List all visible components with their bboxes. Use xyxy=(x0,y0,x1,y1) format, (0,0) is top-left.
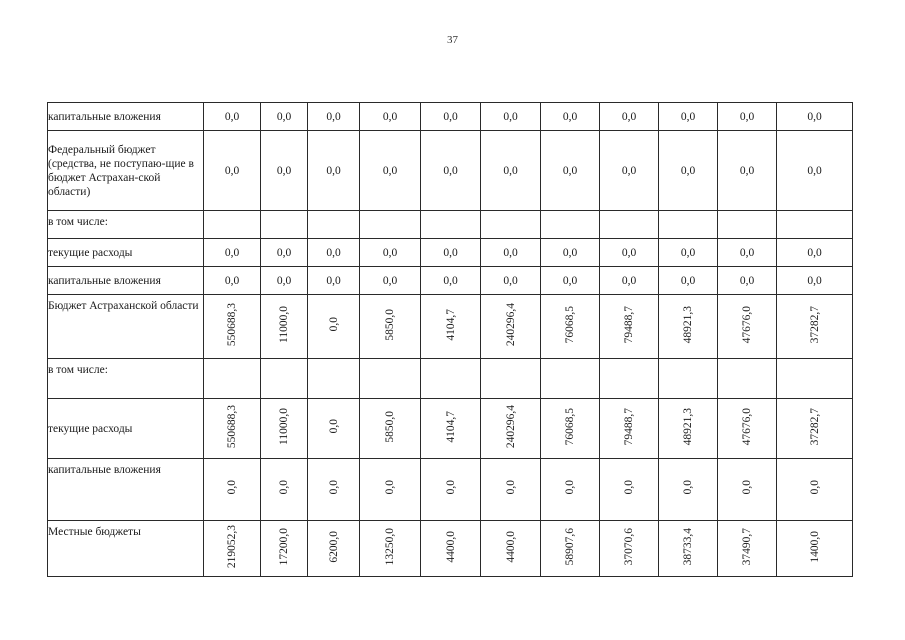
value-cell xyxy=(360,521,421,577)
value-cell xyxy=(481,399,541,459)
table-row xyxy=(48,211,853,239)
value-cell: 0,0 xyxy=(360,239,421,267)
value-cell xyxy=(777,295,853,359)
value-cell: 0,0 xyxy=(718,131,777,211)
value-text: 37490,7 xyxy=(741,527,753,566)
value-cell: 0,0 xyxy=(718,239,777,267)
value-text: 37070,6 xyxy=(623,527,635,566)
value-text: 11000,0 xyxy=(278,306,290,343)
value-cell: 0,0 xyxy=(718,267,777,295)
value-text: 0,0 xyxy=(384,480,396,495)
value-cell xyxy=(600,295,659,359)
value-cell: 0,0 xyxy=(777,239,853,267)
value-cell: 0,0 xyxy=(204,239,261,267)
empty-cell xyxy=(718,359,777,399)
value-text: 37282,7 xyxy=(808,407,821,446)
value-text: 6200,0 xyxy=(327,530,340,563)
value-text: 47676,0 xyxy=(741,407,753,446)
value-cell xyxy=(421,459,481,521)
value-cell xyxy=(204,295,261,359)
value-text: 0,0 xyxy=(682,480,694,495)
table-row xyxy=(48,399,853,459)
value-text: 550688,3 xyxy=(226,302,238,347)
value-cell: 0,0 xyxy=(718,103,777,131)
empty-cell xyxy=(659,359,718,399)
empty-cell xyxy=(360,211,421,239)
value-cell: 0,0 xyxy=(659,131,718,211)
row-label: капитальные вложения xyxy=(48,459,204,521)
value-cell: 0,0 xyxy=(600,267,659,295)
table-row xyxy=(48,103,853,131)
value-cell: 0,0 xyxy=(308,267,360,295)
value-cell xyxy=(421,295,481,359)
value-text: 38733,4 xyxy=(682,527,694,566)
value-cell: 0,0 xyxy=(204,267,261,295)
value-text: 0,0 xyxy=(564,480,576,495)
value-cell: 0,0 xyxy=(421,131,481,211)
value-cell: 0,0 xyxy=(261,103,308,131)
value-text: 76068,5 xyxy=(564,305,576,344)
empty-cell xyxy=(421,211,481,239)
value-cell: 0,0 xyxy=(360,267,421,295)
value-text: 219052,3 xyxy=(226,524,238,569)
value-cell: 0,0 xyxy=(541,267,600,295)
value-cell: 0,0 xyxy=(261,267,308,295)
value-cell xyxy=(777,399,853,459)
value-text: 4104,7 xyxy=(444,410,457,443)
value-text: 0,0 xyxy=(327,480,340,495)
value-cell xyxy=(600,399,659,459)
value-text: 48921,3 xyxy=(682,407,694,446)
value-cell xyxy=(659,399,718,459)
value-cell xyxy=(308,521,360,577)
value-cell xyxy=(360,399,421,459)
row-label: в том числе: xyxy=(48,211,204,239)
value-cell xyxy=(777,521,853,577)
table-row xyxy=(48,459,853,521)
empty-cell xyxy=(600,211,659,239)
value-text: 5850,0 xyxy=(384,308,396,341)
value-text: 37282,7 xyxy=(808,305,821,344)
value-cell xyxy=(777,459,853,521)
value-cell: 0,0 xyxy=(777,103,853,131)
value-cell xyxy=(421,521,481,577)
value-cell: 0,0 xyxy=(481,267,541,295)
value-cell: 0,0 xyxy=(308,103,360,131)
empty-cell xyxy=(204,359,261,399)
value-cell xyxy=(308,399,360,459)
value-text: 5850,0 xyxy=(384,410,396,443)
table-row xyxy=(48,295,853,359)
value-cell xyxy=(541,459,600,521)
value-text: 76068,5 xyxy=(564,407,576,446)
value-cell xyxy=(659,521,718,577)
value-cell xyxy=(421,399,481,459)
row-label: текущие расходы xyxy=(48,239,204,267)
value-cell: 0,0 xyxy=(421,239,481,267)
value-text: 17200,0 xyxy=(278,527,290,566)
table-row xyxy=(48,239,853,267)
value-text: 0,0 xyxy=(278,480,290,495)
page-number: 37 xyxy=(447,34,458,46)
row-label: в том числе: xyxy=(48,359,204,399)
value-text: 550688,3 xyxy=(226,404,238,449)
empty-cell xyxy=(308,211,360,239)
table-row xyxy=(48,131,853,211)
value-text: 0,0 xyxy=(741,480,753,495)
value-cell xyxy=(261,295,308,359)
value-cell: 0,0 xyxy=(659,103,718,131)
value-cell xyxy=(261,399,308,459)
value-cell xyxy=(718,399,777,459)
empty-cell xyxy=(261,359,308,399)
value-cell xyxy=(481,459,541,521)
empty-cell xyxy=(481,359,541,399)
empty-cell xyxy=(204,211,261,239)
empty-cell xyxy=(261,211,308,239)
value-cell: 0,0 xyxy=(541,131,600,211)
value-cell xyxy=(718,459,777,521)
value-cell xyxy=(360,295,421,359)
value-cell: 0,0 xyxy=(204,131,261,211)
value-text: 4104,7 xyxy=(444,308,457,341)
empty-cell xyxy=(600,359,659,399)
value-cell: 0,0 xyxy=(600,239,659,267)
value-cell: 0,0 xyxy=(261,239,308,267)
value-cell xyxy=(659,295,718,359)
table-row xyxy=(48,521,853,577)
value-cell xyxy=(600,459,659,521)
empty-cell xyxy=(421,359,481,399)
value-text: 11000,0 xyxy=(278,408,290,445)
row-label: Местные бюджеты xyxy=(48,521,204,577)
table-row xyxy=(48,359,853,399)
value-cell xyxy=(481,521,541,577)
value-cell: 0,0 xyxy=(600,131,659,211)
value-text: 79488,7 xyxy=(623,407,635,446)
empty-cell xyxy=(308,359,360,399)
value-text: 0,0 xyxy=(808,480,821,495)
value-cell xyxy=(600,521,659,577)
value-text: 0,0 xyxy=(327,419,340,434)
value-text: 58907,6 xyxy=(564,527,576,566)
empty-cell xyxy=(481,211,541,239)
value-cell xyxy=(204,521,261,577)
value-cell xyxy=(718,521,777,577)
value-cell: 0,0 xyxy=(481,239,541,267)
value-cell: 0,0 xyxy=(308,239,360,267)
empty-cell xyxy=(541,359,600,399)
value-cell: 0,0 xyxy=(777,267,853,295)
value-cell: 0,0 xyxy=(600,103,659,131)
value-text: 1400,0 xyxy=(808,530,821,563)
value-cell xyxy=(481,295,541,359)
value-cell xyxy=(659,459,718,521)
value-cell: 0,0 xyxy=(261,131,308,211)
row-label: капитальные вложения xyxy=(48,103,204,131)
value-cell: 0,0 xyxy=(360,103,421,131)
value-cell xyxy=(261,521,308,577)
value-text: 0,0 xyxy=(226,480,238,495)
value-text: 48921,3 xyxy=(682,305,694,344)
row-label: Федеральный бюджет (средства, не поступаю-щие в бюджет Астрахан-ской области) xyxy=(48,131,204,211)
value-cell xyxy=(541,521,600,577)
value-cell: 0,0 xyxy=(481,103,541,131)
value-cell xyxy=(204,459,261,521)
value-text: 0,0 xyxy=(327,317,340,332)
value-text: 13250,0 xyxy=(384,527,396,566)
value-cell xyxy=(360,459,421,521)
value-cell xyxy=(308,459,360,521)
value-cell: 0,0 xyxy=(541,239,600,267)
value-cell xyxy=(718,295,777,359)
value-cell: 0,0 xyxy=(659,267,718,295)
empty-cell xyxy=(360,359,421,399)
row-label: капитальные вложения xyxy=(48,267,204,295)
value-text: 240296,4 xyxy=(504,302,517,347)
value-text: 47676,0 xyxy=(741,305,753,344)
value-cell: 0,0 xyxy=(308,131,360,211)
empty-cell xyxy=(541,211,600,239)
empty-cell xyxy=(659,211,718,239)
value-cell xyxy=(308,295,360,359)
value-cell: 0,0 xyxy=(659,239,718,267)
value-cell: 0,0 xyxy=(360,131,421,211)
value-text: 240296,4 xyxy=(504,404,517,449)
value-text: 0,0 xyxy=(444,480,457,495)
empty-cell xyxy=(777,211,853,239)
row-label: Бюджет Астраханской области xyxy=(48,295,204,359)
value-cell: 0,0 xyxy=(481,131,541,211)
value-cell: 0,0 xyxy=(204,103,261,131)
value-cell xyxy=(541,295,600,359)
value-cell: 0,0 xyxy=(421,267,481,295)
budget-table xyxy=(47,102,853,577)
row-label: текущие расходы xyxy=(48,399,204,459)
value-cell: 0,0 xyxy=(421,103,481,131)
value-cell: 0,0 xyxy=(777,131,853,211)
value-text: 4400,0 xyxy=(444,530,457,563)
table-row xyxy=(48,267,853,295)
value-text: 0,0 xyxy=(623,480,635,495)
value-cell xyxy=(541,399,600,459)
value-text: 4400,0 xyxy=(504,530,517,563)
empty-cell xyxy=(777,359,853,399)
value-cell xyxy=(261,459,308,521)
value-cell xyxy=(204,399,261,459)
value-text: 79488,7 xyxy=(623,305,635,344)
value-cell: 0,0 xyxy=(541,103,600,131)
empty-cell xyxy=(718,211,777,239)
value-text: 0,0 xyxy=(504,480,517,495)
